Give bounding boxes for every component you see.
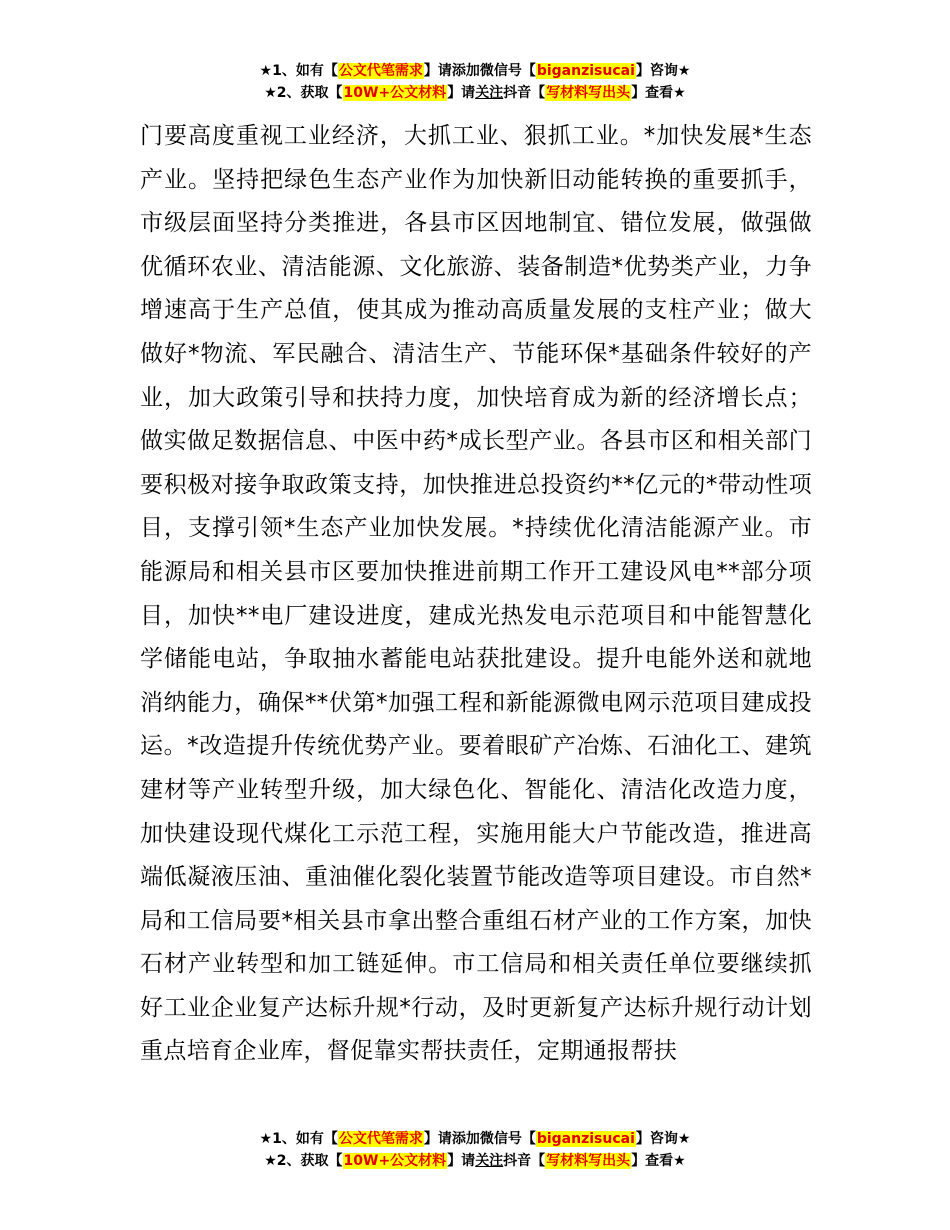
footer-banner bbox=[0, 1128, 950, 1172]
header-banner bbox=[0, 60, 950, 104]
douyin-id-highlight: 写材料写出头 bbox=[546, 85, 631, 101]
service-highlight: 公文代笔需求 bbox=[338, 1131, 423, 1147]
body-paragraph: 门要高度重视工业经济，大抓工业、狠抓工业。*加快发展*生态产业。坚持把绿色生态产业作为加快新旧动能转换的重要抓手，市级层面坚持分类推进，各县市区因地制宜、错位发展，做强做优循环农业、清洁能源、文化旅游、装备制造*优势类产业，力争增速高于生产总值，使其成为推动高质量发展的支柱产业；做大做好*物流、军民融合、清洁生产、节能环保*基础条件较好的产业，加大政策引导和扶持力度，加快培育成为新的经济增长点；做实做足数据信息、中医中药*成长型产业。各县市区和相关部门要积极对接争取政策支持，加快推进总投资约**亿元的*带动性项目，支撑引领*生态产业加快发展。*持续优化清洁能源产业。市能源局和相关县市区要加快推进前期工作开工建设风电**部分项目，加快**电厂建设进度，建成光热发电示范项目和中能智慧化学储能电站，争取抽水蓄能电站获批建设。提升电能外送和就地消纳能力，确保**伏第*加强工程和新能源微电网示范项目建成投运。*改造提升传统优势产业。要着眼矿产冶炼、石油化工、建筑建材等产业转型升级，加大绿色化、智能化、清洁化改造力度，加快建设现代煤化工示范工程，实施用能大户节能改造，推进高端低凝液压油、重油催化裂化装置节能改造等项目建设。市自然*局和工信局要*相关县市拿出整合重组石材产业的工作方案，加快石材产业转型和加工链延伸。市工信局和相关责任单位要继续抓好工业企业复产达标升规*行动，及时更新复产达标升规行动计划重点培育企业库，督促靠实帮扶责任，定期通报帮扶 bbox=[140, 123, 812, 1065]
service-highlight: 公文代笔需求 bbox=[338, 63, 423, 79]
banner-line-1: ★1、如有【公文代笔需求】请添加微信号【biganzisucai】咨询★ bbox=[259, 1131, 691, 1147]
wechat-id-highlight: biganzisucai bbox=[536, 1131, 635, 1147]
banner-line-2: ★2、获取【10W+公文材料】请关注抖音【写材料写出头】查看★ bbox=[264, 85, 686, 101]
douyin-id-highlight: 写材料写出头 bbox=[546, 1153, 631, 1169]
document-body bbox=[140, 115, 812, 1074]
materials-highlight: 10W+公文材料 bbox=[343, 1153, 447, 1169]
materials-highlight: 10W+公文材料 bbox=[343, 85, 447, 101]
banner-line-1: ★1、如有【公文代笔需求】请添加微信号【biganzisucai】咨询★ bbox=[259, 63, 691, 79]
banner-line-2: ★2、获取【10W+公文材料】请关注抖音【写材料写出头】查看★ bbox=[264, 1153, 686, 1169]
wechat-id-highlight: biganzisucai bbox=[536, 63, 635, 79]
